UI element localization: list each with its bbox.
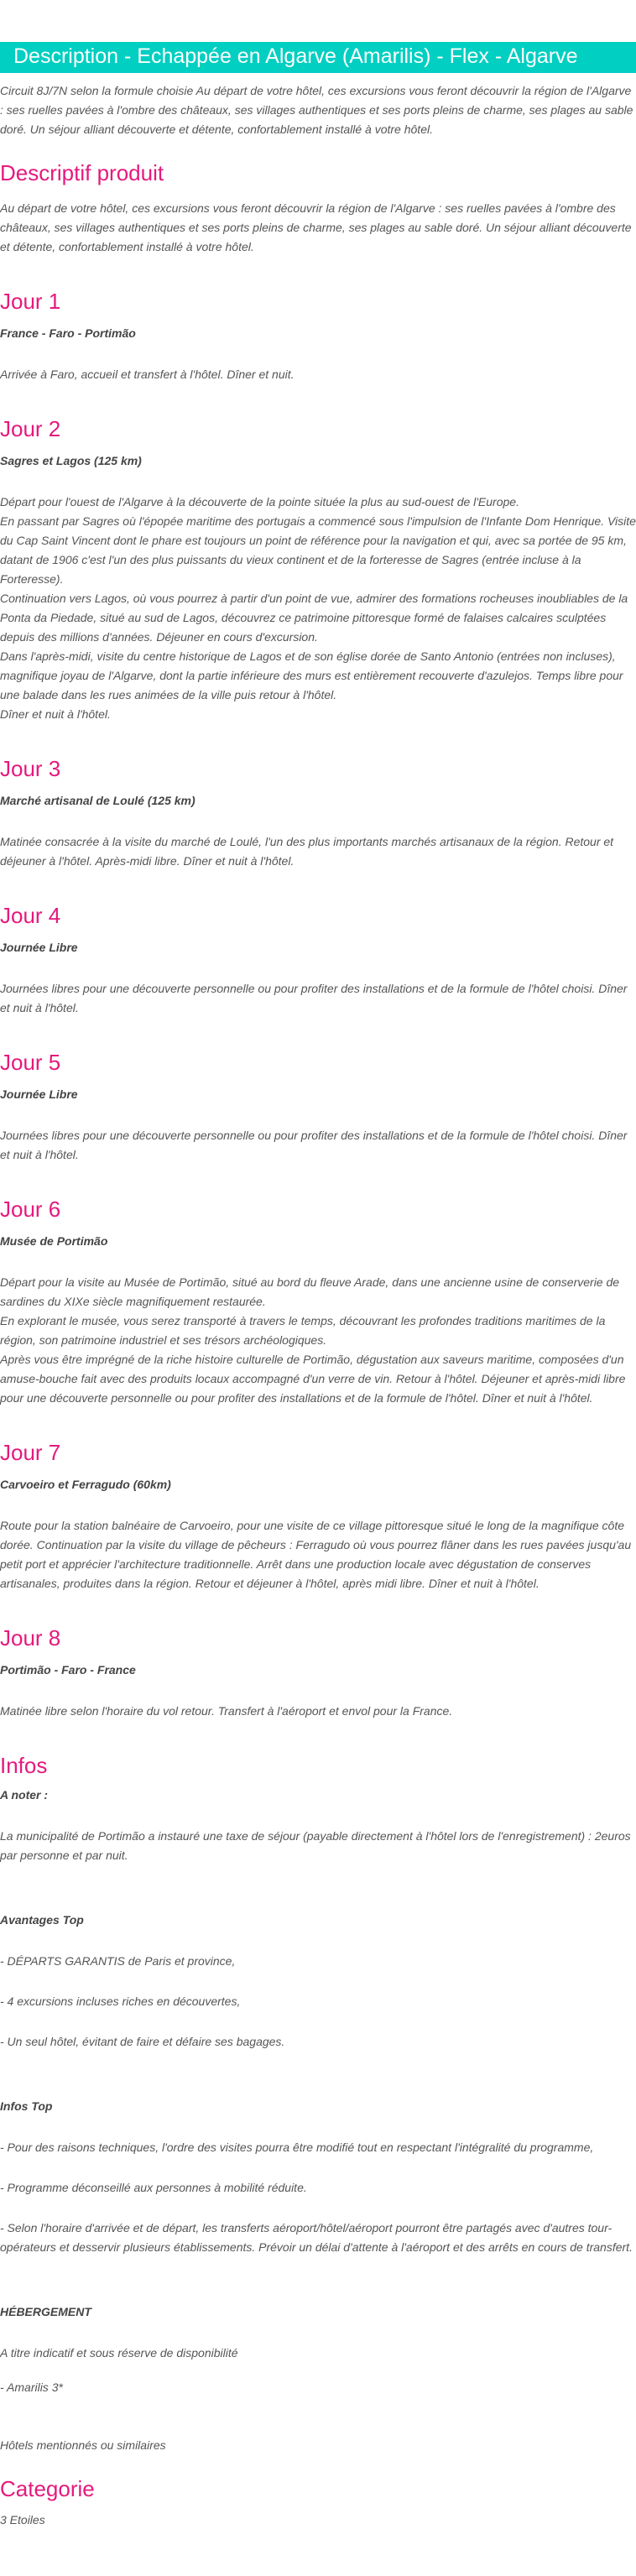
day-subtitle: Journée Libre — [0, 1087, 78, 1101]
day-description-line: Journées libres pour une découverte personnelle ou pour profiter des installations et de la formule de l'hôtel choisi. Dîner et nuit à l'hôtel. — [0, 1129, 628, 1161]
day-description-line: Dans l'après-midi, visite du centre historique de Lagos et de son église dorée de Santo Antonio (entrées non incluses), magnifique joyau de l'Algarve, dont la partie inférieure des murs est entièrement recouverte d'azulejos. Temps libre pour une balade dans les rues animées de la ville puis retour à l'hôtel. — [0, 649, 623, 701]
description-banner: Description - Echappée en Algarve (Amarilis) - Flex - Algarve — [0, 42, 636, 73]
day-heading: Jour 5 — [0, 1050, 61, 1075]
day-subtitle: France - Faro - Portimão — [0, 326, 136, 340]
categorie-value: 3 Etoiles — [0, 2513, 45, 2526]
day-description-line: Dîner et nuit à l'hôtel. — [0, 707, 111, 721]
infos-top-list — [0, 2138, 636, 2257]
avantages-title: Avantages Top — [0, 1913, 84, 1927]
hebergement-title: HÉBERGEMENT — [0, 2305, 91, 2318]
day-description-line: En explorant le musée, vous serez transporté à travers le temps, découvrant les profondes traditions maritimes de la région, son patrimoine industriel et ses trésors archéologiques. — [0, 1314, 606, 1347]
day-description-line: Départ pour la visite au Musée de Portimão, situé au bord du fleuve Arade, dans une ancienne usine de conserverie de sardines du XIXe siècle magnifiquement restaurée. — [0, 1275, 620, 1308]
descriptif-text: Au départ de votre hôtel, ces excursions vous feront découvrir la région de l'Algarve : ses ruelles pavées à l'ombre des châteaux, ses villages authentiques et ses ports pleins de charme, ses plages au sable doré. Un séjour alliant découverte et détente, confortablement installé à votre hôtel. — [0, 201, 632, 253]
infos-heading: Infos — [0, 1753, 48, 1778]
day-description-line: Journées libres pour une découverte personnelle ou pour profiter des installations et de la formule de l'hôtel choisi. Dîner et nuit à l'hôtel. — [0, 982, 628, 1014]
avantage-item: - Un seul hôtel, évitant de faire et défaire ses bagages. — [0, 2035, 285, 2048]
day-subtitle: Portimão - Faro - France — [0, 1663, 136, 1676]
days-list — [0, 289, 636, 1721]
day-description-line: Matinée consacrée à la visite du marché de Loulé, l'un des plus importants marchés artisanaux de la région. Retour et déjeuner à l'hôtel. Après-midi libre. Dîner et nuit à l'hôtel. — [0, 835, 614, 868]
descriptif-heading: Descriptif produit — [0, 160, 164, 185]
hotels-similaires: Hôtels mentionnés ou similaires — [0, 2438, 166, 2452]
day-heading: Jour 1 — [0, 289, 61, 314]
day-subtitle: Marché artisanal de Loulé (125 km) — [0, 794, 195, 807]
day-description — [0, 1702, 636, 1721]
day-description — [0, 832, 636, 871]
bottom-spacer — [0, 2530, 636, 2568]
day-description-line: En passant par Sagres où l'épopée maritime des portugais a commencé sous l'impulsion de l'Infante Dom Henrique. Visite du Cap Saint Vincent dont le phare est toujours un point de référence pour la navigation et qui, avec sa portée de 95 km, datant de 1906 c'est l'un des plus puissants du vieux continent et de la forteresse de Sagres (entrée incluse à la Forteresse). — [0, 514, 636, 586]
page — [0, 42, 636, 2568]
intro-text: Circuit 8J/7N selon la formule choisie Au départ de votre hôtel, ces excursions vous feront découvrir la région de l'Algarve : ses ruelles pavées à l'ombre des châteaux, ses villages authentiques et ses ports pleins de charme, ses plages au sable doré. Un séjour alliant découverte et détente, confortablement installé à votre hôtel. — [0, 84, 633, 136]
day-description — [0, 1126, 636, 1165]
day-description-line: Continuation vers Lagos, où vous pourrez à partir d'un point de vue, admirer des formations rocheuses inoubliables de la Ponta da Piedade, situé au sud de Lagos, découvrez ce patrimoine pittoresque formé de falaises calcaires sculptées depuis des millions d'années. Déjeuner en cours d'excursion. — [0, 592, 628, 644]
avantages-list — [0, 1952, 636, 2052]
day-description-line: Matinée libre selon l'horaire du vol retour. Transfert à l'aéroport et envol pour la France. — [0, 1704, 453, 1718]
day-description-line: Départ pour l'ouest de l'Algarve à la découverte de la pointe située la plus au sud-ouest de l'Europe. — [0, 495, 519, 508]
day-description-line: Arrivée à Faro, accueil et transfert à l'hôtel. Dîner et nuit. — [0, 368, 295, 381]
day-description — [0, 365, 636, 384]
taxe-text: La municipalité de Portimão a instauré une taxe de séjour (payable directement à l'hôtel lors de l'enregistrement) : 2euros par personne et par nuit. — [0, 1829, 631, 1862]
info-top-item: - Programme déconseillé aux personnes à mobilité réduite. — [0, 2181, 307, 2194]
categorie-heading: Categorie — [0, 2476, 95, 2501]
day-heading: Jour 2 — [0, 416, 61, 441]
day-subtitle: Sagres et Lagos (125 km) — [0, 454, 142, 467]
day-subtitle: Musée de Portimão — [0, 1234, 108, 1248]
day-heading: Jour 6 — [0, 1197, 61, 1222]
info-top-item: - Selon l'horaire d'arrivée et de départ, les transferts aéroport/hôtel/aéroport pourront être partagés avec d'autres tour-opérateurs et desservir plusieurs établissements. Prévoir un délai d'attente à l'aéroport et des arrêts en cours de transfert. — [0, 2221, 633, 2254]
content — [0, 81, 636, 2568]
infos-top-title: Infos Top — [0, 2099, 53, 2113]
day-description — [0, 1516, 636, 1593]
day-description — [0, 1273, 636, 1408]
day-description-line: Après vous être imprégné de la riche histoire culturelle de Portimão, dégustation aux saveurs maritime, composées d'un amuse-bouche fait avec des produits locaux accompagné d'un verre de vin. Retour à l'hôtel. Déjeuner et après-midi libre pour une découverte personnelle ou pour profiter des installations et de la formule de l'hôtel. Dîner et nuit à l'hôtel. — [0, 1353, 626, 1405]
day-description — [0, 979, 636, 1018]
day-heading: Jour 7 — [0, 1440, 61, 1465]
hotel-name: - Amarilis 3* — [0, 2380, 63, 2394]
day-heading: Jour 8 — [0, 1625, 61, 1650]
info-top-item: - Pour des raisons techniques, l'ordre des visites pourra être modifié tout en respectant l'intégralité du programme, — [0, 2141, 594, 2154]
day-subtitle: Journée Libre — [0, 941, 78, 954]
day-heading: Jour 4 — [0, 903, 61, 928]
day-description-line: Route pour la station balnéaire de Carvoeiro, pour une visite de ce village pittoresque situé le long de la magnifique côte dorée. Continuation par la visite du village de pêcheurs : Ferragudo où vous pourrez flâner dans les rues pavées jusqu'au petit port et apprécier l'architecture traditionnelle. Arrêt dans une production locale avec dégustation de conserves artisanales, produites dans la région. Retour et déjeuner à l'hôtel, après midi libre. Dîner et nuit à l'hôtel. — [0, 1519, 632, 1590]
a-noter-label: A noter : — [0, 1788, 49, 1802]
day-subtitle: Carvoeiro et Ferragudo (60km) — [0, 1478, 171, 1491]
hebergement-note: A titre indicatif et sous réserve de disponibilité — [0, 2346, 238, 2360]
avantage-item: - 4 excursions incluses riches en découvertes, — [0, 1995, 241, 2008]
day-description — [0, 493, 636, 724]
avantage-item: - DÉPARTS GARANTIS de Paris et province, — [0, 1954, 236, 1968]
day-heading: Jour 3 — [0, 756, 61, 781]
